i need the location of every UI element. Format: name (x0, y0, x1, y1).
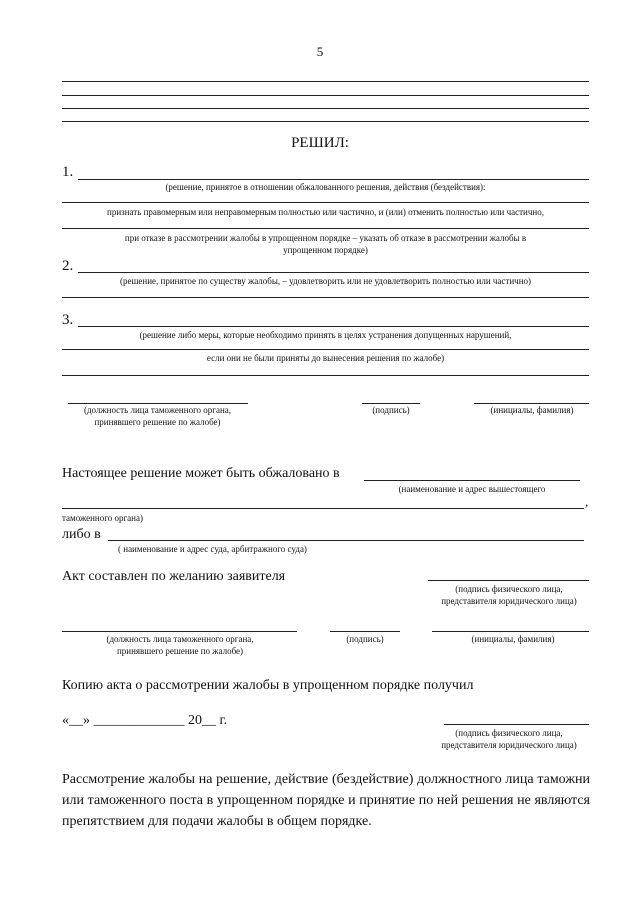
page-number: 5 (316, 44, 324, 59)
appeal-line-2 (62, 508, 584, 509)
item3-number: 3. (62, 312, 74, 328)
position-line-2 (62, 631, 297, 632)
position-caption: (должность лица таможенного органа, (83, 405, 232, 415)
blank-line (62, 202, 589, 203)
blank-line (62, 228, 589, 229)
footer-paragraph: Рассмотрение жалобы на решение, действие (бездействие) должностного лица таможни или таможенного поста в упрощенном порядке и принятие по ней решения не являются препятствием для подачи жалобы в общем порядке. (62, 772, 590, 829)
item1-line (78, 179, 589, 180)
court-caption: ( наименование и адрес суда, арбитражного суда) (118, 544, 307, 554)
item3-caption-2: если они не были приняты до вынесения решения по жалобе) (206, 353, 445, 363)
act-caption-2: представителя юридического лица) (441, 596, 577, 606)
item1-caption-3: при отказе в рассмотрении жалобы в упрощенном порядке – указать об отказе в рассмотрении жалобы в (124, 233, 527, 243)
copy-caption-2: представителя юридического лица) (441, 740, 577, 750)
signature-line-2 (330, 631, 400, 632)
item2-caption: (решение, принятое по существу жалобы, – удовлетворить или не удовлетворить полностью или частично) (119, 276, 532, 286)
item2-line (78, 272, 589, 273)
court-line (108, 540, 584, 541)
item1-caption: (решение, принятое в отношении обжалованного решения, действия (бездействия): (165, 182, 486, 192)
appeal-comma: , (585, 494, 589, 509)
blank-line (62, 121, 589, 122)
blank-line (62, 375, 589, 376)
position-caption-4: принявшего решение по жалобе) (116, 646, 244, 656)
item3-caption: (решение либо меры, которые необходимо принять в целях устранения допущенных нарушений, (139, 330, 512, 340)
signature-caption: (подпись) (372, 405, 410, 415)
copy-signature-line (444, 724, 589, 725)
item1-number: 1. (62, 164, 74, 180)
item1-caption-4: упрощенном порядке) (283, 245, 368, 255)
act-signature-line (428, 580, 589, 581)
blank-line (62, 95, 589, 96)
appeal-caption-2: таможенного органа) (62, 513, 143, 523)
court-text: либо в (62, 527, 101, 542)
date-field: «__» _____________ 20__ г. (62, 713, 228, 728)
position-caption-3: (должность лица таможенного органа, (106, 634, 254, 644)
position-caption-2: принявшего решение по жалобе) (94, 417, 221, 427)
blank-line (62, 349, 589, 350)
name-caption: (инициалы, фамилия) (490, 405, 574, 415)
blank-line (62, 81, 589, 82)
blank-line (62, 108, 589, 109)
position-line (68, 403, 248, 404)
item3-line (78, 326, 589, 327)
signature-line (362, 403, 420, 404)
name-line-2 (432, 631, 589, 632)
name-line (474, 403, 589, 404)
decision-heading: РЕШИЛ: (291, 135, 349, 151)
act-text: Акт составлен по желанию заявителя (62, 569, 286, 584)
name-caption-2: (инициалы, фамилия) (471, 634, 555, 644)
blank-line (62, 297, 589, 298)
item2-number: 2. (62, 258, 74, 274)
act-caption: (подпись физического лица, (455, 584, 563, 594)
signature-caption-2: (подпись) (346, 634, 384, 644)
item1-caption-2: признать правомерным или неправомерным полностью или частично, и (или) отменить полностью или частично, (107, 207, 544, 217)
appeal-text: Настоящее решение может быть обжаловано в (62, 466, 340, 481)
copy-received-text: Копию акта о рассмотрении жалобы в упрощенном порядке получил (62, 678, 474, 693)
appeal-caption: (наименование и адрес вышестоящего (398, 484, 546, 494)
copy-caption: (подпись физического лица, (455, 728, 563, 738)
appeal-line (364, 480, 580, 481)
